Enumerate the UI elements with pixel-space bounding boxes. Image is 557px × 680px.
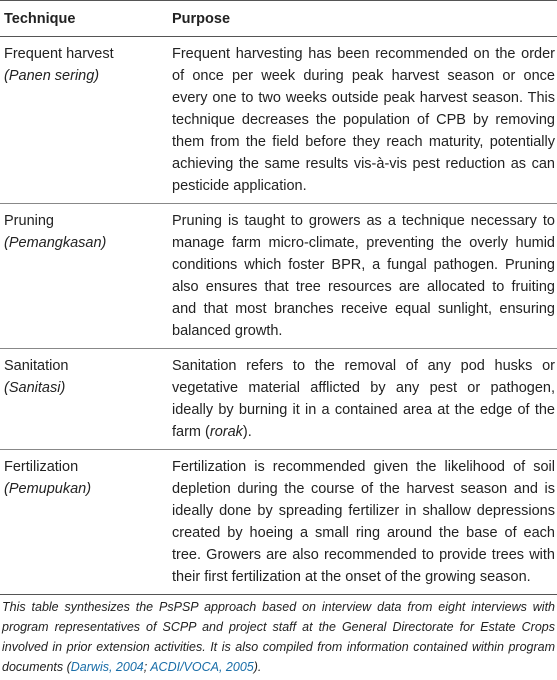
- citation-separator: ;: [143, 660, 151, 674]
- table-row: [0, 450, 557, 595]
- technique-cell: [0, 204, 166, 349]
- purpose-cell: Pruning is taught to growers as a technique necessary to manage farm micro-climate, preventing the overly humid conditions which foster BPR, a fungal pathogen. Pruning also ensures that tree resources are allocated to fruiting and that most branches receive equal sunlight, ensuring balanced growth.: [172, 213, 555, 339]
- technique-local-name-text: Pemupukan: [8, 481, 87, 497]
- technique-name: Pruning: [4, 213, 54, 229]
- purpose-cell: Fertilization is recommended given the likelihood of soil depletion during the course of the harvest season and is ideally done by spreading fertilizer in shallow depressions created by hoeing a small ring around the base of each tree. Growers are also recommended to provide trees with their first fertilization at the onset of the growing season.: [172, 459, 555, 585]
- technique-local-name-text: Pemangkasan: [8, 235, 102, 251]
- table-row: [0, 37, 557, 204]
- technique-cell: [0, 37, 166, 204]
- purpose-text: Sanitation refers to the removal of any pod husks or vegetative material afflicted by any pest or pathogen, ideally by burning it in a contained area at the edge of the farm (: [172, 358, 555, 440]
- purpose-cell: [166, 349, 557, 450]
- table-row: [0, 204, 557, 349]
- technique-local-name-text: Sanitasi: [8, 380, 61, 396]
- purpose-column-header: Purpose: [172, 11, 231, 27]
- table-footnote: [2, 597, 555, 677]
- purpose-cell: Frequent harvesting has been recommended on the order of once per week during peak harvest season or once every one to two weeks outside peak harvest season. This technique decreases the population of CPB by removing them from the field before they reach maturity, potentially achieving the same results vis-à-vis pest reduction as can pesticide application.: [172, 46, 555, 194]
- citation-link[interactable]: Darwis, 2004: [70, 660, 144, 674]
- technique-cell: [0, 450, 166, 595]
- technique-local-name: (Pemupukan): [4, 481, 92, 497]
- technique-local-name: (Pemangkasan): [4, 235, 107, 251]
- technique-local-name-text: Panen sering: [8, 68, 95, 84]
- technique-local-name: (Sanitasi): [4, 380, 66, 396]
- technique-name: Fertilization: [4, 459, 79, 475]
- footnote-end: ).: [253, 660, 262, 674]
- technique-name: Frequent harvest: [4, 46, 114, 62]
- footnote-text: This table synthesizes the PsPSP approach based on interview data from eight interviews with program representatives of SCPP and project staff at the General Directorate for Estate Crops involved in prior extension activities. It is also compiled from information contained within program documents (: [2, 600, 555, 674]
- citation-link[interactable]: ACDI/VOCA, 2005: [150, 660, 254, 674]
- table-header-row: [0, 1, 557, 37]
- technique-local-name: (Panen sering): [4, 68, 100, 84]
- technique-cell: [0, 349, 166, 450]
- technique-name: Sanitation: [4, 358, 69, 374]
- technique-column-header: Technique: [4, 11, 76, 27]
- purpose-italic-term: rorak: [209, 424, 243, 440]
- table-row: [0, 349, 557, 450]
- purpose-text-end: ).: [242, 424, 252, 440]
